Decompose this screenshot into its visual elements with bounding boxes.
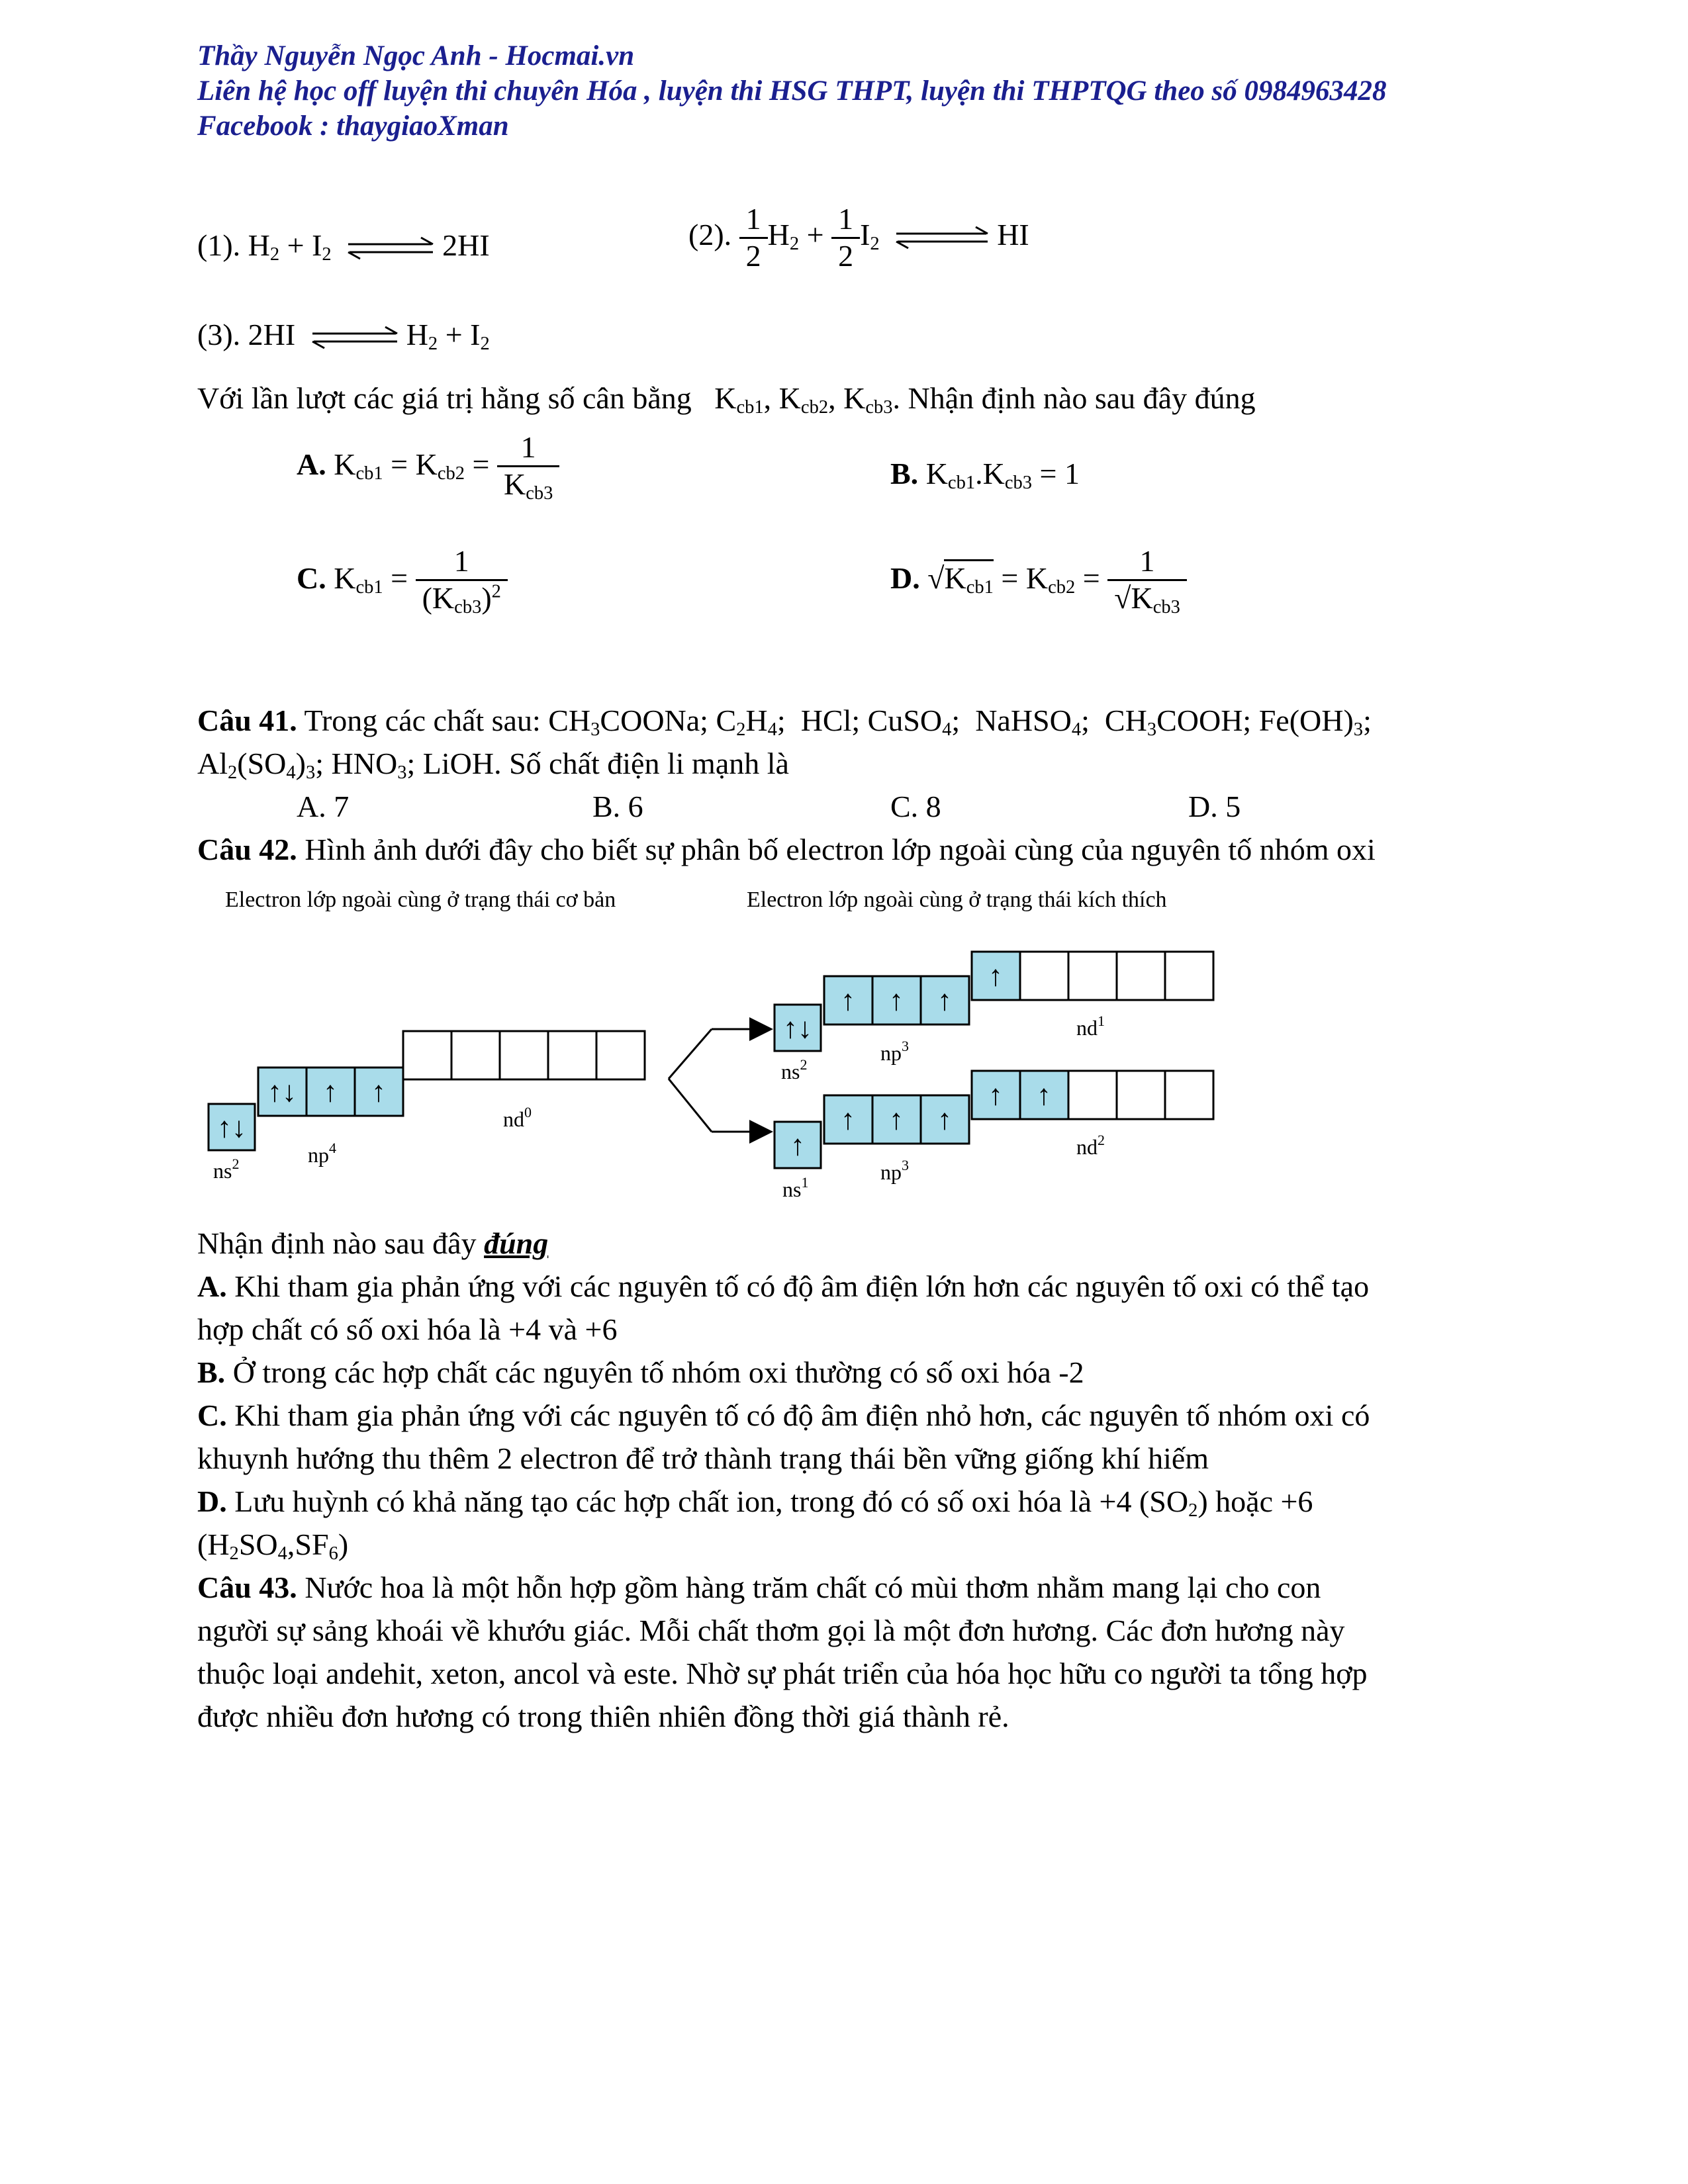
fraction-half: $\frac{1}{2}$ (831, 202, 860, 274)
ground-ns-arrow: ↑↓ (217, 1111, 246, 1144)
q42-option-d-line2: $(H_2SO_4,SF_6)$ (197, 1527, 349, 1565)
q40-option-b: B. $K_{cb1}.K_{cb3} = 1$ (890, 457, 1080, 494)
q41-option-c: C. 8 (890, 790, 941, 823)
q43-line4: được nhiều đơn hương có trong thiên nhiên đồng thời giá thành rẻ. (197, 1700, 1009, 1733)
q42-option-a-line2: hợp chất có số oxi hóa là +4 và +6 (197, 1312, 618, 1346)
q41-option-a: A. 7 (297, 790, 350, 823)
fraction-inverse-sqrt-kcb3: $\frac{1}{√K_{cb3}}$ (1107, 544, 1187, 619)
ground-nd-box-5 (596, 1031, 645, 1079)
q40-option-c: C. $K_{cb1}$ = $\frac{1}{(K_{cb3})^2}$ (297, 544, 508, 619)
q41-line2: $Al_2(SO_4)_3$; $HNO_3$; LiOH. Số chất điện li mạnh là (197, 747, 789, 784)
excited1-np-arrow-1: ↑ (841, 984, 855, 1017)
caption-ground-state: Electron lớp ngoài cùng ở trạng thái cơ bản (225, 887, 616, 912)
q40-prompt: Với lần lượt các giá trị hằng số cân bằng $K_{cb1}$, $K_{cb2}$, $K_{cb3}$. Nhận định nào sau đây đúng (197, 381, 1256, 418)
q41-option-d: D. 5 (1188, 790, 1241, 823)
ground-state-orbitals (209, 1031, 645, 1183)
branch-arrows (669, 1029, 769, 1132)
header-author: Thầy Nguyễn Ngọc Anh - Hocmai.vn (197, 40, 635, 71)
q41-option-b: B. 6 (592, 790, 643, 823)
emphasis-dung: đúng (484, 1226, 549, 1260)
ground-nd-box-1 (403, 1031, 451, 1079)
excited2-nd-arrow-1: ↑ (988, 1079, 1003, 1111)
q41-line1: Câu 41. Trong các chất sau: $CH_3COONa$; $C_2H_4$; HCl; CuSO$_4$; NaHSO$_4$; $CH_3COOH$; $Fe(OH)_3$; (197, 704, 1372, 741)
excited1-nd-box-4 (1117, 952, 1165, 1000)
excited-state-2-orbitals (774, 1071, 1213, 1201)
branch-line-down (669, 1079, 712, 1132)
excited1-nd-box-2 (1020, 952, 1068, 1000)
excited2-nd-box-3 (1068, 1071, 1117, 1119)
excited1-np-arrow-2: ↑ (889, 984, 904, 1017)
excited1-nd-arrow-1: ↑ (988, 960, 1003, 992)
fraction-inverse-kcb3: $\frac{1}{K_{cb3}}$ (497, 430, 559, 505)
equilibrium-arrow-icon (308, 324, 401, 351)
q42-option-a-line1: A. Khi tham gia phản ứng với các nguyên tố có độ âm điện lớn hơn các nguyên tố oxi có thể tạo (197, 1269, 1370, 1303)
excited1-ns-arrow: ↑↓ (783, 1012, 812, 1044)
q40-option-d: D. $√K_{cb1} = K_{cb2}$ = $\frac{1}{√K_{cb3}}$ (890, 544, 1187, 619)
excited1-nd-box-3 (1068, 952, 1117, 1000)
q42-text: Câu 42. Hình ảnh dưới đây cho biết sự phân bố electron lớp ngoài cùng của nguyên tố nhóm oxi (197, 833, 1376, 866)
q42-option-b: B. Ở trong các hợp chất các nguyên tố nhóm oxi thường có số oxi hóa -2 (197, 1355, 1084, 1389)
ground-np-arrow-3: ↑ (371, 1075, 386, 1108)
q43-line1: Câu 43. Nước hoa là một hỗn hợp gồm hàng trăm chất có mùi thơm nhằm mang lại cho con (197, 1570, 1321, 1604)
excited2-nd-box-5 (1165, 1071, 1213, 1119)
ground-nd-label: $nd^0$ (503, 1104, 532, 1131)
q43-line3: thuộc loại andehit, xeton, ancol và este. Nhờ sự phát triển của hóa học hữu co người ta tổng hợp (197, 1657, 1368, 1690)
excited1-np-label: $np^3$ (880, 1038, 909, 1065)
fraction-half: $\frac{1}{2}$ (739, 202, 768, 274)
excited2-nd-label: $nd^2$ (1076, 1132, 1105, 1159)
excited2-np-arrow-2: ↑ (889, 1103, 904, 1136)
sqrt-icon: √ (927, 561, 945, 595)
excited2-np-arrow-1: ↑ (841, 1103, 855, 1136)
excited2-np-label: $np^3$ (880, 1157, 909, 1184)
ground-nd-box-2 (451, 1031, 500, 1079)
excited2-np-arrow-3: ↑ (937, 1103, 952, 1136)
excited2-nd-box-4 (1117, 1071, 1165, 1119)
q40-option-a: A. $K_{cb1} = K_{cb2}$ = $\frac{1}{K_{cb3}}$ (297, 430, 559, 505)
excited1-ns-label: $ns^2$ (781, 1056, 808, 1083)
excited2-nd-arrow-2: ↑ (1037, 1079, 1051, 1111)
q42-option-d-line1: D. Lưu huỳnh có khả năng tạo các hợp chất ion, trong đó có số oxi hóa là +4 $(SO_2)$ hoặc +6 (197, 1484, 1313, 1522)
ground-nd-box-4 (548, 1031, 596, 1079)
excited-state-1-orbitals (774, 952, 1213, 1083)
excited1-nd-box-5 (1165, 952, 1213, 1000)
branch-line-up (669, 1029, 712, 1079)
ground-ns-label: $ns^2$ (213, 1156, 240, 1183)
q43-line2: người sự sảng khoái về khướu giác. Mỗi chất thơm gọi là một đơn hương. Các đơn hương này (197, 1614, 1345, 1647)
caption-excited-state: Electron lớp ngoài cùng ở trạng thái kích thích (747, 887, 1167, 912)
equilibrium-arrow-icon (344, 235, 437, 261)
q42-question: Nhận định nào sau đây đúng (197, 1226, 549, 1260)
ground-np-label: $np^4$ (308, 1140, 336, 1167)
reaction-2: (2). $\frac{1}{2}$ $H_2$ + $\frac{1}{2}$ $I_2$ HI (688, 202, 1029, 273)
excited1-nd-label: $nd^1$ (1076, 1013, 1105, 1040)
header-contact: Liên hệ học off luyện thi chuyên Hóa , luyện thi HSG THPT, luyện thi THPTQG theo số 0984963428 (197, 75, 1387, 107)
excited1-np-arrow-3: ↑ (937, 984, 952, 1017)
ground-nd-box-3 (500, 1031, 548, 1079)
reaction-1: (1). $H_2 + I_2$ 2HI (197, 228, 490, 265)
excited2-ns-arrow: ↑ (790, 1129, 805, 1161)
header-facebook: Facebook : thaygiaoXman (197, 111, 509, 142)
q42-option-c-line2: khuynh hướng thu thêm 2 electron để trở thành trạng thái bền vững giống khí hiếm (197, 1441, 1209, 1475)
equilibrium-arrow-icon (892, 224, 992, 251)
ground-np-arrow-2: ↑ (323, 1075, 338, 1108)
excited2-ns-label: $ns^1$ (782, 1174, 809, 1201)
q42-option-c-line1: C. Khi tham gia phản ứng với các nguyên tố có độ âm điện nhỏ hơn, các nguyên tố nhóm oxi có (197, 1398, 1370, 1432)
fraction-inverse-kcb3-squared: $\frac{1}{(K_{cb3})^2}$ (416, 544, 508, 619)
electron-configuration-diagram (192, 874, 1225, 1218)
ground-np-arrow-1: ↑↓ (267, 1075, 297, 1108)
reaction-3: (3). 2HI $H_2 + I_2$ (197, 318, 490, 355)
